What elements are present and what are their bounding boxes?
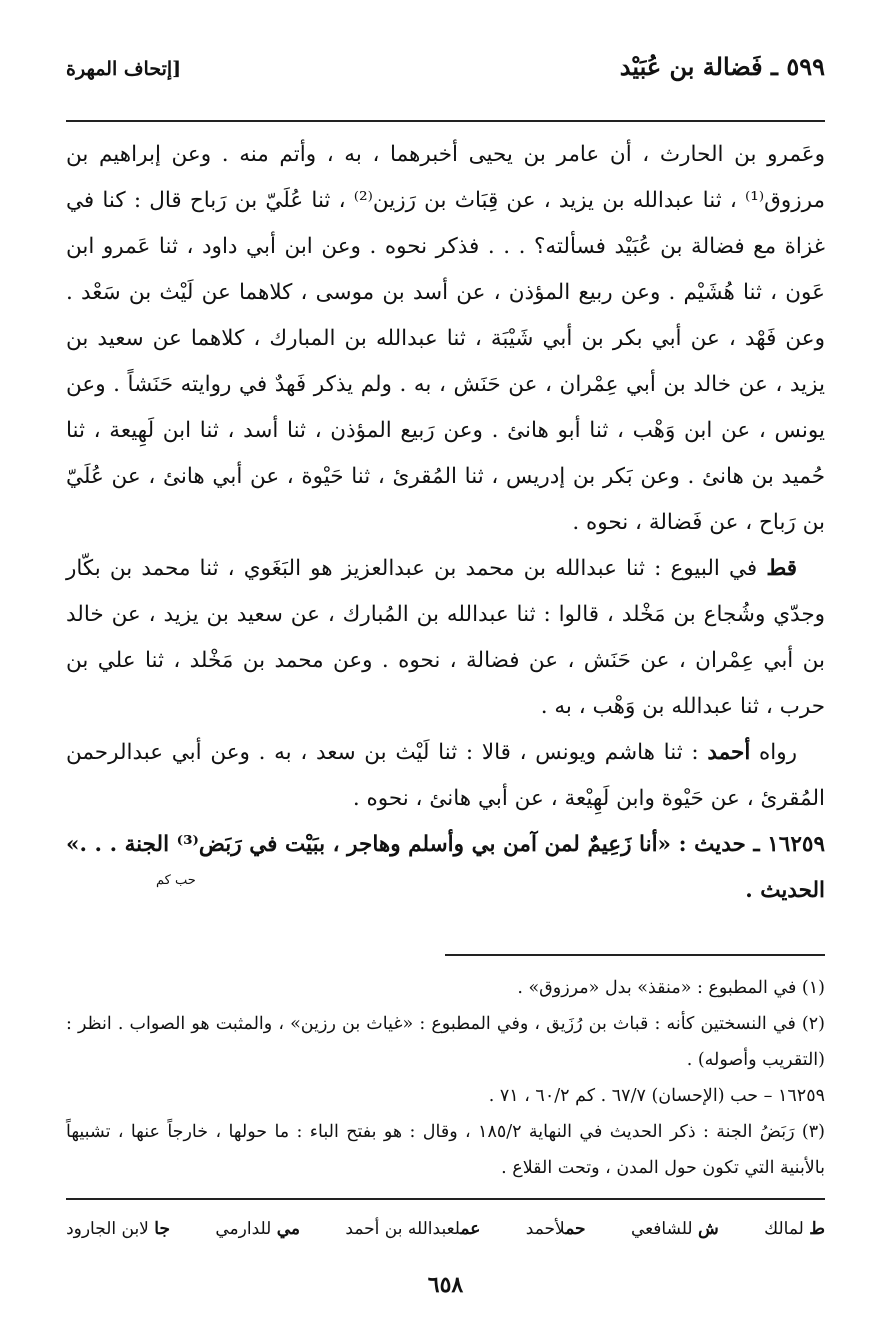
page-header [66, 52, 825, 92]
page-number: ٦٥٨ [427, 1272, 464, 1298]
hadith-source-symbols: حب كم [156, 873, 196, 888]
symbol-item: عملعبدالله بن أحمد [345, 1219, 481, 1239]
paragraph-2-text: في البيوع : ثنا عبدالله بن محمد بن عبدالعزيز هو البَغَوي ، ثنا محمد بن بكّار وجدّي وشُجاع بن مَخْلد ، قالوا : ثنا عبدالله بن المُبارك ، عن سعيد بن يزيد ، عن خالد بن أبي عِمْران ، عن حَنَش ، عن فضالة ، نحوه . وعن محمد بن مَخْلد ، ثنا علي بن حرب ، ثنا عبدالله بن وَهْب ، به . [66, 556, 825, 719]
paragraph-3-keyword: أحمد [707, 740, 751, 765]
paragraph-2-keyword: قط [766, 556, 797, 581]
footnote-3: (٣) رَبَضُ الجنة : ذكر الحديث في النهاية ١٨٥/٢ ، وقال : هو بفتح الباء : ما حولها ، خارجاً عنها ، تشبيهاً بالأبنية التي تكون حول المدن ، وتحت القلاع . [66, 1122, 825, 1178]
paragraph-2 [66, 546, 825, 730]
header-divider [66, 120, 825, 122]
symbol-item: ش للشافعي [630, 1219, 719, 1239]
footnotes [66, 970, 825, 1186]
symbol-item: حملأحمد [525, 1219, 586, 1239]
footnote-2: (٢) في النسختين كأنه : قباث بن رُزَيق ، وفي المطبوع : «غياث بن رزين» ، والمثبت هو الصواب . انظر : (التقريب وأصوله) . [66, 1014, 825, 1070]
hadith-entry [66, 822, 825, 914]
symbols-divider [66, 1198, 825, 1200]
footnote-divider [445, 954, 825, 956]
symbol-item: ط لمالك [764, 1219, 825, 1239]
symbol-legend [66, 1214, 825, 1244]
footnote-reference: ١٦٢٥٩ – حب (الإحسان) ٦٧/٧ . كم ٦٠/٢ ، ٧١ . [488, 1086, 825, 1106]
main-text [66, 132, 825, 914]
chapter-title: ٥٩٩ ـ فَضالة بن عُبَيْد [619, 52, 825, 81]
footnote-1: (١) في المطبوع : «منقذ» بدل «مرزوق» . [517, 978, 825, 998]
hadith-text: ١٦٢٥٩ ـ حديث : «أنا زَعِيمٌ لمن آمن بي وأسلم وهاجر ، ببَيْت في رَبَض⁽³⁾ الجنة . . .» الحديث . [66, 832, 825, 903]
symbol-item: مي للدارمي [215, 1219, 301, 1239]
paragraph-3 [66, 730, 825, 822]
symbol-item: جا لابن الجارود [66, 1219, 170, 1239]
paragraph-1: وعَمرو بن الحارث ، أن عامر بن يحيى أخبرهما ، به ، وأتم منه . وعن إبراهيم بن مرزوق⁽¹⁾ ، ثنا عبدالله بن يزيد ، عن قِبَاث بن رَزين⁽²⁾ ، ثنا عُلَيّ بن رَباح قال : كنا في غزاة مع فضالة بن عُبَيْد فسألته؟ . . . فذكر نحوه . وعن ابن أبي داود ، ثنا عَمرو ابن عَون ، ثنا هُشَيْم . وعن ربيع المؤذن ، عن أسد بن موسى ، كلاهما عن لَيْث بن سَعْد . وعن فَهْد ، عن أبي بكر بن أبي شَيْبَة ، ثنا عبدالله بن المبارك ، كلاهما عن سعيد بن يزيد ، عن خالد بن أبي عِمْران ، عن حَنَش ، به . ولم يذكر فَهدٌ في روايته حَنَشاً . وعن يونس ، عن ابن وَهْب ، ثنا أبو هانئ . وعن رَبيع المؤذن ، ثنا أسد ، ثنا ابن لَهِيعة ، ثنا حُميد بن هانئ . وعن بَكر بن إدريس ، ثنا المُقرئ ، ثنا حَيْوة ، عن أبي هانئ ، عن عُلَيّ بن رَباح ، عن فَضالة ، نحوه . [66, 142, 825, 535]
paragraph-3-text: : ثنا هاشم ويونس ، قالا : ثنا لَيْث بن سعد ، به . وعن أبي عبدالرحمن المُقرئ ، عن حَيْوة وابن لَهِيْعة ، عن أبي هانئ ، نحوه . [66, 740, 825, 811]
paragraph-3-prefix: رواه [750, 740, 798, 765]
book-title: [إتحاف المهرة [66, 58, 182, 80]
